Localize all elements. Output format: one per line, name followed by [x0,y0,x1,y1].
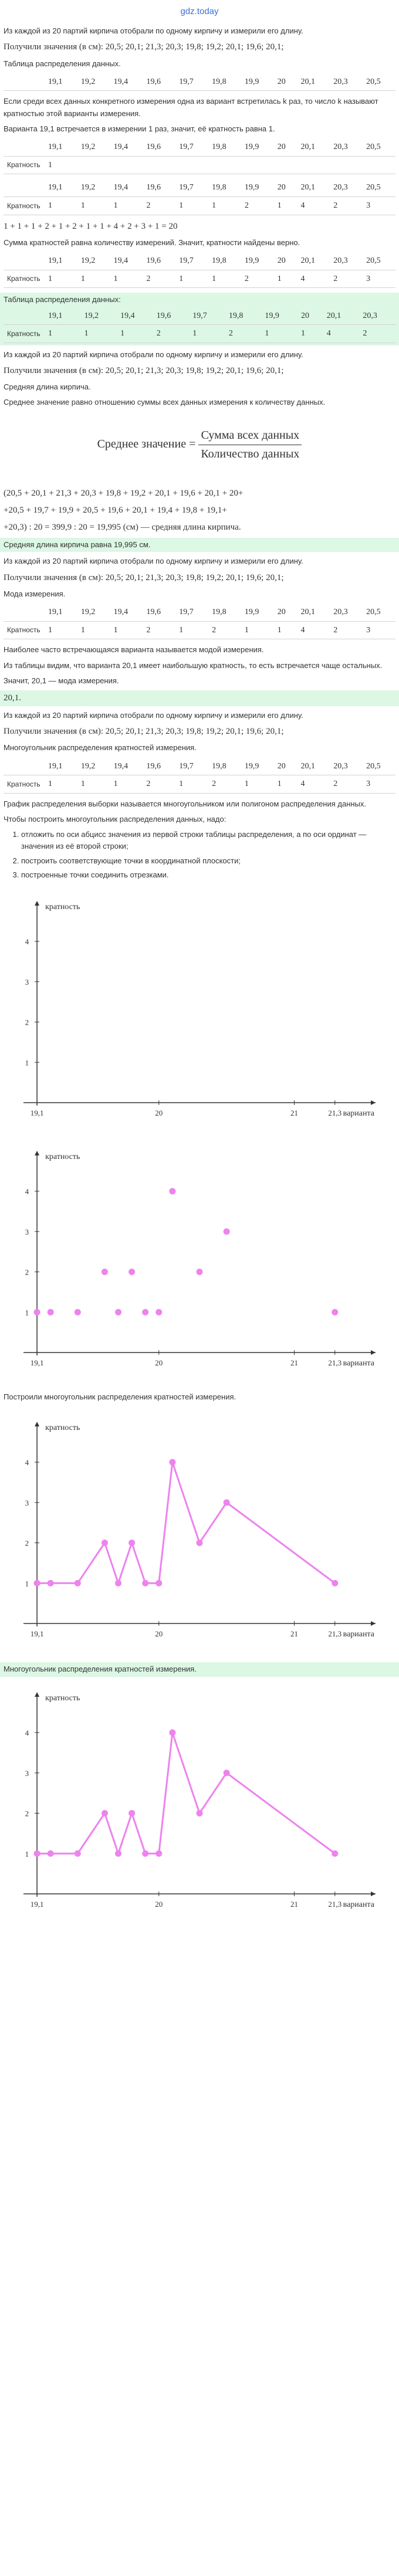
count-cell: 4 [297,270,330,288]
distribution-title: Таблица распределения данных: [4,295,121,304]
data-point [75,1850,81,1856]
x-axis-label: варианта [343,1358,374,1368]
chart-empty-axes [0,886,399,1136]
data-point [142,1309,148,1316]
data-point [155,1580,162,1587]
x-tick-label: 21 [290,1108,299,1117]
value-cell: 19,9 [241,138,274,156]
count-header: Кратность [4,156,45,174]
count-cell: 1 [77,621,110,639]
data-point [169,1729,175,1736]
data-point [197,1810,203,1816]
value-cell: 19,4 [110,252,143,270]
step-item: 2. построить соответствующие точки в координатной плоскости; [21,855,399,867]
value-cell: 20,3 [359,307,395,325]
value-cell: 20,3 [330,758,363,775]
count-cell: 1 [208,270,241,288]
value-cell: 19,7 [175,604,208,621]
highlight-block [0,293,399,345]
y-tick-label: 3 [25,977,29,987]
value-cell: 19,2 [77,73,110,91]
value-cell: 19,6 [143,758,175,775]
x-tick-label: 21,3 [328,1629,342,1639]
value-cell: 20,1 [297,758,330,775]
counts-table-repeat [4,252,395,288]
value-cell: 19,1 [45,307,81,325]
x-axis-arrow [371,1621,376,1626]
x-tick-label: 21,3 [328,1899,342,1909]
y-tick-label: 3 [25,1498,29,1507]
table-title: Таблица распределения данных. [4,59,121,68]
value-cell: 20 [274,252,297,270]
row-header [4,179,45,196]
count-cell: 2 [330,196,363,215]
y-axis-label: кратность [45,1693,80,1703]
value-cell: 19,1 [45,138,77,156]
value-cell: 19,4 [110,604,143,621]
count-cell: 1 [110,621,143,639]
count-cell: 4 [297,196,330,215]
count-cell: 1 [274,775,297,794]
value-cell: 20,1 [297,179,330,196]
mode-answer: 20,1. [0,690,399,706]
data-point [48,1309,54,1316]
value-cell: 20,5 [363,604,395,621]
count-cell: 1 [45,775,77,794]
value-cell: 20,1 [297,73,330,91]
data-point [129,1810,135,1816]
count-cell: 4 [297,775,330,794]
value-cell: 19,1 [45,758,77,775]
formula-fraction [198,426,302,463]
row-header [4,604,45,621]
data-point [197,1269,203,1275]
value-cell: 20,5 [363,252,395,270]
value-cell: 19,8 [208,758,241,775]
count-cell: 2 [143,196,175,215]
x-tick-label: 20 [155,1899,163,1909]
data-point [115,1309,121,1316]
value-cell: 19,7 [175,252,208,270]
value-cell: 20 [274,179,297,196]
value-cell: 20,3 [330,179,363,196]
average-formula [0,426,399,463]
x-tick-label: 21 [290,1899,299,1909]
row-header [4,758,45,775]
y-tick-label: 2 [25,1809,29,1818]
data-point [142,1580,148,1587]
value-cell: 19,8 [225,307,262,325]
y-tick-label: 1 [25,1849,29,1858]
polygon-built-text: Построили многоугольник распределения кратностей измерения. [4,1392,236,1402]
counts-row [4,270,395,288]
y-tick-label: 4 [25,1728,29,1737]
mode-definition: Наиболее часто встречающаяся варианта называется модой измерения. [4,645,264,655]
data-point [224,1770,230,1776]
values-row [4,758,395,775]
count-cell: 2 [143,621,175,639]
y-tick-label: 1 [25,1058,29,1067]
value-cell: 19,6 [143,179,175,196]
x-tick-label: 19,1 [30,1358,44,1367]
count-cell: 2 [241,196,274,215]
count-cell: 1 [208,196,241,215]
row-header: Кратность [4,325,45,343]
count-cell: 2 [208,775,241,794]
x-tick-label: 21,3 [328,1358,342,1367]
value-cell: 19,1 [45,604,77,621]
data-point [224,1499,230,1506]
value-cell: 19,4 [110,179,143,196]
y-tick-label: 4 [25,1458,29,1467]
count-cell: 4 [323,325,360,343]
chart-svg [0,1136,399,1382]
value-cell: 19,6 [153,307,190,325]
average-definition: Среднее значение равно отношению суммы всех данных измерения к количеству данных. [4,398,326,407]
count-cell: 2 [143,775,175,794]
y-tick-label: 3 [25,1227,29,1236]
polygon-table [4,758,395,794]
count-cell: 1 [45,270,77,288]
x-tick-label: 20 [155,1108,163,1117]
x-axis-label: варианта [343,1630,374,1639]
count-cell: 3 [363,270,395,288]
mode-table-note: Из таблицы видим, что варианта 20,1 имеет наибольшую кратность, то есть встречается чаще остальных. [4,660,383,670]
y-axis-arrow [35,1692,39,1697]
data-point [142,1850,148,1856]
row-header: Кратность [4,270,45,288]
data-point [169,1459,175,1466]
value-cell: 20 [274,73,297,91]
count-cell: 1 [110,270,143,288]
data-point [197,1540,203,1546]
polygon-how: Чтобы построить многоугольник распределения данных, надо: [4,815,226,824]
value-cell: 19,6 [143,73,175,91]
value-cell: 19,4 [110,758,143,775]
data-point [115,1850,121,1856]
data-point [75,1580,81,1587]
value-cell: 19,7 [175,179,208,196]
values-row [4,307,395,325]
row-header [4,307,45,325]
value-cell: 19,8 [208,179,241,196]
value-cell: 20,1 [297,138,330,156]
value-cell: 20,5 [363,179,395,196]
value-cell: 19,6 [143,604,175,621]
row-header [4,73,45,91]
row-header: Кратность [4,621,45,639]
value-cell: 20,3 [330,604,363,621]
count-cell: 2 [330,621,363,639]
data-point [129,1540,135,1546]
value-cell: 20 [274,758,297,775]
mode-title: Мода измерения. [4,589,66,598]
x-tick-label: 19,1 [30,1899,44,1909]
value-cell: 19,1 [45,179,77,196]
values-text: Получили значения (в см): 20,5; 20,1; 21,3; 20,3; 19,8; 19,2; 20,1; 19,6; 20,1; [4,366,284,376]
values-text: Получили значения (в см): 20,5; 20,1; 21,3; 20,3; 19,8; 19,2; 20,1; 19,6; 20,1; [4,42,284,52]
intro-text: Из каждой из 20 партий кирпича отобрали по одному кирпичу и измерили его длину. [4,350,303,359]
sum-line: 1 + 1 + 1 + 2 + 1 + 2 + 1 + 1 + 4 + 2 + 3 + 1 = 20 [4,221,178,231]
count-cell: 1 [81,325,117,343]
check-text: Сумма кратностей равна количеству измерений. Значит, кратности найдены верно. [4,238,300,247]
row-header: Кратность [4,196,45,215]
mode-table [4,604,395,639]
value-cell: 19,2 [81,307,117,325]
count-cell: 1 [274,621,297,639]
value-cell: 20,3 [330,73,363,91]
step-item: 3. построенные точки соединить отрезками. [21,869,399,881]
distribution-table [4,307,395,343]
value-cell: 19,7 [189,307,225,325]
value-cell: 20,1 [297,604,330,621]
values-row [4,179,395,196]
value-cell: 20 [274,138,297,156]
y-axis-label: кратность [45,1423,80,1433]
y-tick-label: 2 [25,1267,29,1277]
data-point [332,1850,338,1856]
count-cell: 1 [45,196,77,215]
x-axis-arrow [371,1100,376,1105]
value-cell: 19,7 [175,138,208,156]
data-point [102,1540,108,1546]
value-cell: 19,9 [241,179,274,196]
data-point [75,1309,81,1316]
count-cell: 1 [189,325,225,343]
counts-table [4,179,395,215]
value-cell: 19,4 [110,73,143,91]
count-cell: 1 [110,196,143,215]
value-cell: 19,7 [175,758,208,775]
average-title: Средняя длина кирпича. [4,382,91,392]
value-cell: 19,7 [175,73,208,91]
values-text: Получили значения (в см): 20,5; 20,1; 21,3; 20,3; 19,8; 19,2; 20,1; 19,6; 20,1; [4,572,284,582]
y-tick-label: 1 [25,1308,29,1317]
count-cell: 1 [77,775,110,794]
site-link[interactable]: gdz.today [180,6,219,16]
value-cell: 19,8 [208,73,241,91]
count-cell: 1 [175,196,208,215]
y-tick-label: 1 [25,1579,29,1588]
value-cell: 19,8 [208,252,241,270]
multiplicity-definition: Если среди всех данных конкретного измерения одна из вариант встретилась k раз, то число k называют кратностью этой варианты измерения. [4,97,378,118]
count-cell: 2 [241,270,274,288]
count-cell: 1 [241,775,274,794]
series-line [37,1462,335,1583]
polygon-title: Многоугольник распределения кратностей измерения. [4,743,197,753]
chart-points [0,1136,399,1385]
count-cell: 1 [261,325,297,343]
count-cell: 1 [110,775,143,794]
values-text: Получили значения (в см): 20,5; 20,1; 21,3; 20,3; 19,8; 19,2; 20,1; 19,6; 20,1; [4,727,284,737]
chart-polygon-final [0,1677,399,1927]
data-point [115,1580,121,1587]
value-cell: 20,5 [363,758,395,775]
value-cell: 20,1 [323,307,360,325]
value-cell: 19,4 [117,307,153,325]
value-cell: 19,9 [241,758,274,775]
data-point [34,1309,40,1316]
count-cell: 1 [274,270,297,288]
intro-text: Из каждой из 20 партий кирпича отобрали по одному кирпичу и измерили его длину. [4,711,303,720]
data-point [155,1850,162,1856]
value-cell: 19,8 [208,604,241,621]
values-row [4,252,395,270]
counts-row [4,156,395,174]
value-cell: 19,9 [261,307,297,325]
count-cell: 1 [117,325,153,343]
calc-line-2: +20,5 + 19,7 + 19,9 + 20,5 + 19,6 + 20,1 + 19,4 + 19,8 + 19,1+ [4,505,227,515]
values-table [4,73,395,91]
counts-row [4,621,395,639]
data-point [102,1810,108,1816]
intro-text: Из каждой из 20 партий кирпича отобрали по одному кирпичу и измерили его длину. [4,557,303,566]
count-cell: 1 [77,270,110,288]
y-tick-label: 4 [25,1187,29,1196]
data-point [129,1269,135,1275]
data-point [332,1580,338,1587]
value-cell: 20,3 [330,138,363,156]
value-cell: 19,8 [208,138,241,156]
formula-numerator: Сумма всех данных [198,426,302,445]
count-cell: 1 [241,621,274,639]
values-row [4,73,395,91]
x-tick-label: 20 [155,1358,163,1367]
y-tick-label: 4 [25,937,29,946]
calc-line-3: +20,3) : 20 = 399,9 : 20 = 19,995 (см) — средняя длина кирпича. [4,523,241,533]
value-cell: 19,9 [241,73,274,91]
value-cell: 19,2 [77,179,110,196]
y-tick-label: 2 [25,1538,29,1548]
y-axis-arrow [35,901,39,906]
value-cell: 20 [297,307,323,325]
x-axis-label: варианта [343,1900,374,1909]
intro-text: Из каждой из 20 партий кирпича отобрали по одному кирпичу и измерили его длину. [4,26,303,36]
count-cell: 1 [77,196,110,215]
x-axis-label: варианта [343,1109,374,1118]
value-cell: 19,1 [45,73,77,91]
data-point [48,1580,54,1587]
count-cell: 1 [175,621,208,639]
value-cell: 19,6 [143,138,175,156]
count-cell: 1 [175,775,208,794]
x-tick-label: 21 [290,1629,299,1639]
step-item: 1. отложить по оси абцисс значения из первой строки таблицы распределения, а по оси ординат — значения из её второй строки; [21,829,399,852]
x-tick-label: 21 [290,1358,299,1367]
count-cell: 1 [297,325,323,343]
value-cell: 19,2 [77,138,110,156]
x-tick-label: 21,3 [328,1108,342,1117]
value-cell: 19,2 [77,252,110,270]
calc-line-1: (20,5 + 20,1 + 21,3 + 20,3 + 19,8 + 19,2 + 20,1 + 19,6 + 20,1 + 20+ [4,488,244,498]
value-cell: 20,1 [297,252,330,270]
multiplicity-example: Варианта 19,1 встречается в измерении 1 раз, значит, её кратность равна 1. [4,124,275,133]
data-point [102,1269,108,1275]
value-cell: 20,3 [330,252,363,270]
data-point [48,1850,54,1856]
y-axis-label: кратность [45,902,80,911]
row-header [4,138,45,156]
polygon-steps [0,829,399,881]
value-cell: 20,5 [363,73,395,91]
value-cell: 20,5 [363,138,395,156]
count-cell: 3 [363,621,395,639]
chart-svg [0,1677,399,1923]
y-axis-arrow [35,1422,39,1426]
formula-denominator: Количество данных [201,447,300,460]
x-axis-arrow [371,1350,376,1355]
series-line [37,1733,335,1853]
polygon-final-title: Многоугольник распределения кратностей измерения. [0,1662,399,1676]
count-cell: 1 [45,621,77,639]
count-cell: 1 [45,325,81,343]
value-cell: 19,9 [241,604,274,621]
values-table-partial [4,138,395,174]
count-cell: 2 [359,325,395,343]
value-cell: 19,2 [77,758,110,775]
count-cell: 2 [208,621,241,639]
value-cell: 19,6 [143,252,175,270]
counts-row [4,775,395,794]
x-axis-arrow [371,1892,376,1896]
y-tick-label: 3 [25,1768,29,1778]
count-cell: 1 [45,156,77,174]
count-cell: 2 [330,270,363,288]
counts-row [4,325,395,343]
x-tick-label: 19,1 [30,1108,44,1117]
formula-left: Среднее значение = [97,437,196,450]
count-cell: 1 [175,270,208,288]
chart-polygon [0,1406,399,1656]
y-tick-label: 2 [25,1018,29,1027]
data-point [224,1228,230,1235]
count-cell: 4 [297,621,330,639]
counts-row [4,196,395,215]
chart-svg [0,886,399,1132]
value-cell: 20 [274,604,297,621]
chart-svg [0,1406,399,1653]
value-cell: 19,1 [45,252,77,270]
data-point [155,1309,162,1316]
row-header: Кратность [4,775,45,794]
values-row [4,138,395,156]
data-point [169,1188,175,1194]
count-cell: 2 [143,270,175,288]
y-axis-arrow [35,1151,39,1155]
count-cell: 1 [274,196,297,215]
count-cell: 3 [363,196,395,215]
value-cell: 19,4 [110,138,143,156]
row-header [4,252,45,270]
value-cell: 19,9 [241,252,274,270]
count-cell: 2 [225,325,262,343]
value-cell: 19,2 [77,604,110,621]
polygon-definition: График распределения выборки называется многоугольником или полигоном распределения данных. [4,799,367,808]
count-cell: 2 [330,775,363,794]
data-point [34,1850,40,1856]
data-point [34,1580,40,1587]
x-tick-label: 20 [155,1629,163,1639]
x-tick-label: 19,1 [30,1629,44,1639]
values-row [4,604,395,621]
count-cell: 2 [153,325,190,343]
y-axis-label: кратность [45,1152,80,1161]
count-cell: 3 [363,775,395,794]
average-answer: Средняя длина кирпича равна 19,995 см. [0,538,399,552]
mode-conclusion: Значит, 20,1 — мода измерения. [4,676,119,685]
data-point [332,1309,338,1316]
